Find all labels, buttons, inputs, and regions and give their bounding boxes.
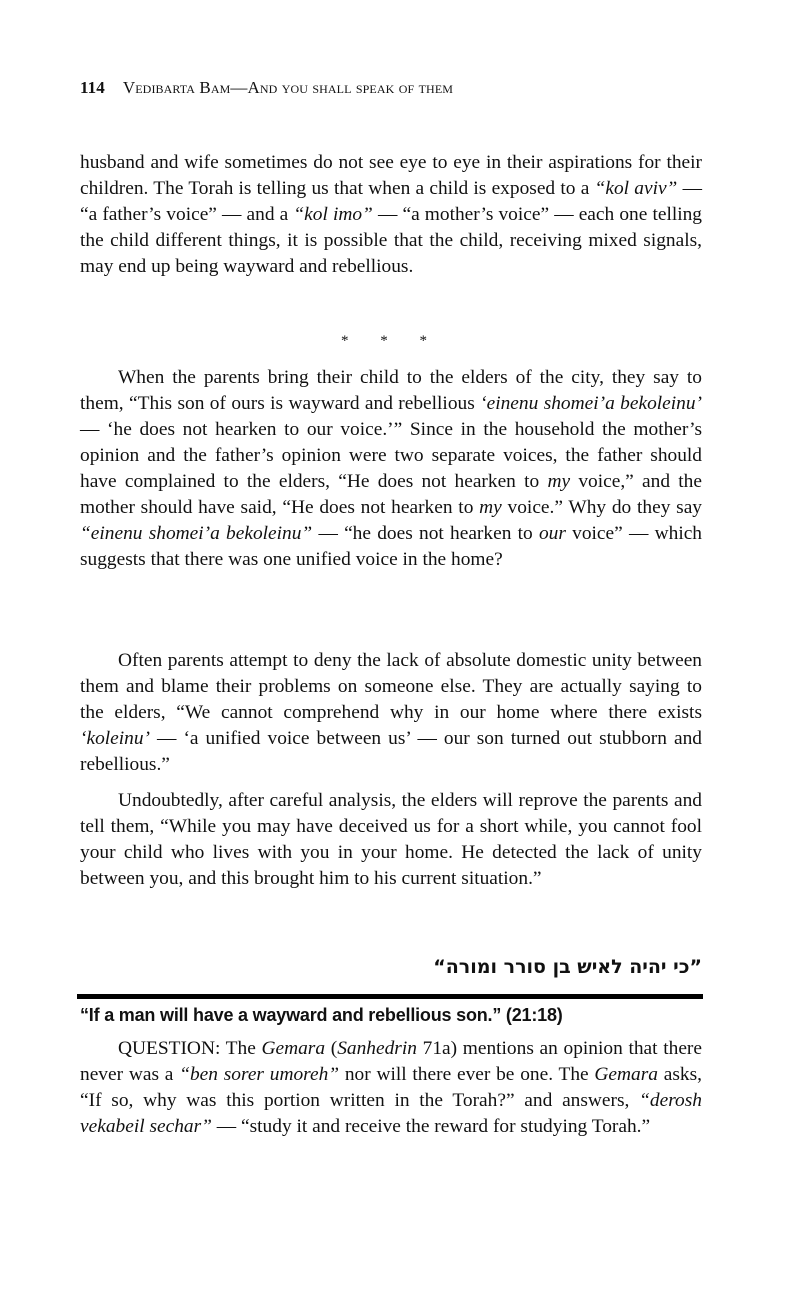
- paragraph-1: [80, 150, 702, 280]
- text-run: — “a father’s voice” — and a: [80, 178, 702, 225]
- paragraph-text: [80, 648, 702, 778]
- text-run: — ‘a unified voice between us’ — our son turned out stubborn and rebellious.”: [80, 728, 702, 775]
- paragraph-2: [80, 365, 702, 573]
- running-title: Vedibarta Bam—And you shall speak of them: [122, 78, 454, 97]
- text-run: — “a mother’s voice” — each one telling the child different things, it is possible that the child, receiving mixed signals, may end up being wayward and rebellious.: [80, 204, 702, 277]
- section-separator: * * *: [341, 333, 441, 349]
- italic-term: “ben sorer umoreh”: [179, 1064, 340, 1085]
- italic-term: “derosh vekabeil sechar”: [80, 1090, 702, 1137]
- italic-term: our: [538, 523, 566, 544]
- italic-term: Sanhedrin: [337, 1038, 417, 1059]
- italic-term: “einenu shomei’a bekoleinu”: [80, 523, 313, 544]
- text-run: husband and wife sometimes do not see eye to eye in their aspirations for their children. The Torah is telling us that when a child is exposed to a: [80, 152, 702, 199]
- text-run: asks, “If so, why was this portion written in the Torah?” and answers,: [80, 1064, 702, 1111]
- text-run: — “study it and receive the reward for studying Torah.”: [211, 1116, 651, 1137]
- paragraph-text: [80, 1036, 702, 1140]
- running-header: [80, 78, 453, 98]
- paragraph-5: [80, 1036, 702, 1140]
- text-run: — ‘he does not hearken to our voice.’” Since in the household the mother’s opinion and the father’s opinion were two separate voices, the father should have complained to the elders, “He does not hearken to: [80, 419, 702, 492]
- text-run: nor will there ever be one. The: [339, 1064, 595, 1085]
- hebrew-verse-heading: ”כי יהיה לאיש בן סורר ומורה“: [433, 956, 702, 978]
- italic-term: my: [547, 471, 571, 492]
- italic-term: Gemara: [594, 1064, 658, 1085]
- text-run: When the parents bring their child to the elders of the city, they say to them, “This son of ours is wayward and rebellious: [80, 367, 702, 414]
- paragraph-text: [80, 788, 702, 892]
- text-run: (: [325, 1038, 338, 1059]
- page-number: 114: [80, 78, 105, 97]
- text-run: voice,” and the mother should have said, “He does not hearken to: [80, 471, 702, 518]
- text-run: 71a) mentions an opinion that there never was a: [80, 1038, 702, 1085]
- italic-term: “kol aviv”: [594, 178, 678, 199]
- text-run: voice” — which suggests that there was one unified voice in the home?: [80, 523, 703, 570]
- text-run: — “he does not hearken to: [312, 523, 539, 544]
- italic-term: Gemara: [261, 1038, 326, 1059]
- italic-term: “kol imo”: [293, 204, 373, 225]
- italic-term: ‘einenu shomei’a bekoleinu’: [480, 393, 702, 414]
- italic-term: my: [479, 497, 502, 518]
- heading-rule: [77, 994, 703, 999]
- italic-term: ‘koleinu’: [80, 728, 150, 749]
- text-run: QUESTION: The: [118, 1038, 262, 1059]
- text-run: Undoubtedly, after careful analysis, the elders will reprove the parents and tell them, “While you may have deceived us for a short while, you cannot fool your child who lives with you in your home. He detected the lack of unity between you, and this brought him to his current situation.”: [80, 790, 702, 889]
- verse-translation-heading: “If a man will have a wayward and rebellious son.” (21:18): [80, 1005, 563, 1025]
- paragraph-3: [80, 648, 702, 778]
- paragraph-4: [80, 788, 702, 892]
- text-run: voice.” Why do they say: [501, 497, 702, 518]
- paragraph-text: [80, 150, 702, 280]
- text-run: Often parents attempt to deny the lack of absolute domestic unity between them and blame their problems on someone else. They are actually saying to the elders, “We cannot comprehend why in our home where there exists: [80, 650, 702, 723]
- paragraph-text: [80, 365, 702, 573]
